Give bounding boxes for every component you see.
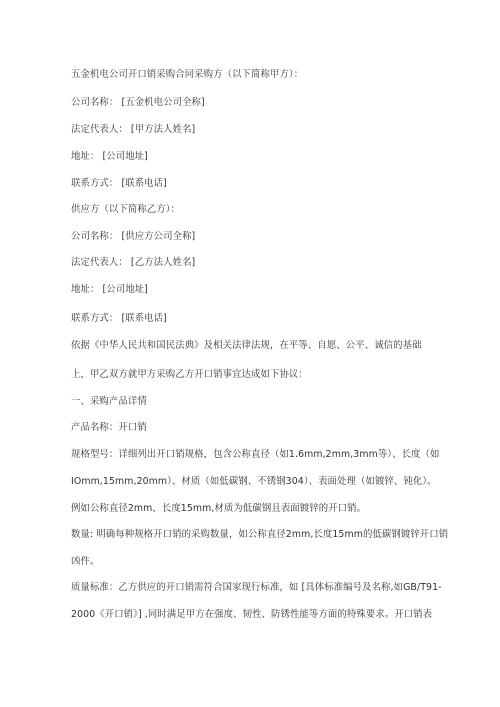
quantity-line-2: 凶件。 bbox=[71, 556, 100, 567]
buyer-legal-representative: 法定代表人： [甲方法人姓名] bbox=[71, 124, 196, 135]
section-heading-1: 一、采购产品详情 bbox=[71, 396, 147, 407]
spec-line-1: 规格型号：详细列出开口销规格，包含公称直径（如1.6mm,2mm,3mm等）、长度（如 bbox=[71, 449, 440, 460]
quantity-line-1: 数量: 明确每种规格开口销的采购数量，如公称直径2mm,长度15mm的低碳钢镀锌开口销 bbox=[71, 529, 449, 540]
spec-line-2: IOmm,15mm,20mm）、材质（如低碳钢、不锈钢304）、表面处理（如镀锌、钝化）。 bbox=[71, 476, 437, 487]
supplier-legal-representative: 法定代表人： [乙方法人姓名] bbox=[71, 257, 196, 268]
buyer-address: 地址： [公司地址] bbox=[71, 151, 148, 162]
supplier-contact: 联系方式： [联系电话] bbox=[71, 313, 167, 324]
spec-line-3: 例如公称直径2mm、长度15mm,材质为低碳钢且表面镀锌的开口销。 bbox=[71, 503, 367, 514]
buyer-contact: 联系方式： [联系电话] bbox=[71, 178, 167, 189]
supplier-company-name: 公司名称： [供应方公司全称] bbox=[71, 231, 196, 242]
preamble-line-1: 依据《中华人民共和国民法典》及相关法律法规，在平等、自愿、公平、诚信的基础 bbox=[71, 340, 422, 351]
contract-title: 五金机电公司开口销采购合同采购方（以下简称甲方）： bbox=[71, 69, 304, 80]
supplier-address: 地址： [公司地址] bbox=[71, 284, 148, 295]
supplier-heading: 供应方（以下简称乙方）： bbox=[71, 204, 181, 215]
preamble-line-2: 上，甲乙双方就甲方采购乙方开口销事宜达成如下协议： bbox=[71, 369, 308, 380]
buyer-company-name: 公司名称： [五金机电公司全称] bbox=[71, 97, 205, 108]
quality-line-2: 2000《开口销》] ,同时满足甲方在强度、韧性、防锈性能等方面的特殊要求。开口销表 bbox=[71, 609, 433, 620]
product-name: 产品名称：开口销 bbox=[71, 422, 147, 433]
quality-line-1: 质量标准：乙方供应的开口销需符合国家现行标准，如 [具体标准编号及名称,如GB/T91- bbox=[71, 582, 442, 593]
